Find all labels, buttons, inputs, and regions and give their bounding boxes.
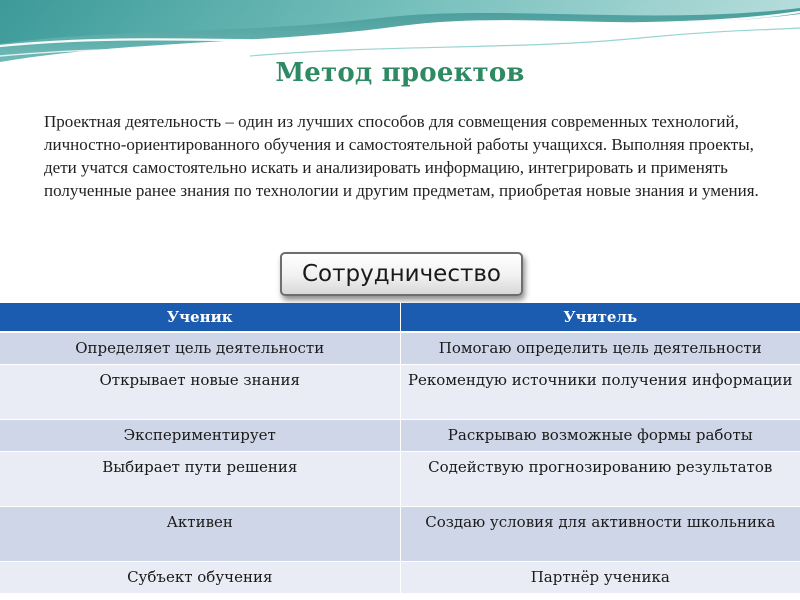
decorative-wave-header bbox=[0, 0, 800, 110]
header-student: Ученик bbox=[0, 303, 400, 332]
table-row bbox=[0, 507, 800, 562]
cooperation-label-box: Сотрудничество bbox=[280, 252, 523, 296]
teacher-cell: Создаю условия для активности школьника bbox=[400, 507, 800, 562]
student-cell: Открывает новые знания bbox=[0, 365, 400, 420]
student-cell: Субъект обучения bbox=[0, 562, 400, 594]
intro-paragraph: Проектная деятельность – один из лучших способов для совмещения современных технологий, личностно-ориентированного обучения и самостоятельной работы учащихся. Выполняя проекты, дети учатся самостоятельно искать и анализировать информацию, интегрировать и применять полученные ранее знания по технологии и другим предметам, приобретая новые знания и умения. bbox=[44, 112, 759, 200]
student-cell: Экспериментирует bbox=[0, 420, 400, 452]
table-row bbox=[0, 332, 800, 365]
teacher-cell: Раскрываю возможные формы работы bbox=[400, 420, 800, 452]
student-cell: Активен bbox=[0, 507, 400, 562]
teacher-cell: Партнёр ученика bbox=[400, 562, 800, 594]
roles-comparison-table bbox=[0, 303, 800, 593]
table-row bbox=[0, 562, 800, 594]
table-row bbox=[0, 420, 800, 452]
table-row bbox=[0, 452, 800, 507]
table-header-row bbox=[0, 303, 800, 332]
page-title: Метод проектов bbox=[275, 58, 525, 88]
header-teacher: Учитель bbox=[400, 303, 800, 332]
table-row bbox=[0, 365, 800, 420]
student-cell: Определяет цель деятельности bbox=[0, 332, 400, 365]
teacher-cell: Помогаю определить цель деятельности bbox=[400, 332, 800, 365]
teacher-cell: Содействую прогнозированию результатов bbox=[400, 452, 800, 507]
student-cell: Выбирает пути решения bbox=[0, 452, 400, 507]
teacher-cell: Рекомендую источники получения информации bbox=[400, 365, 800, 420]
